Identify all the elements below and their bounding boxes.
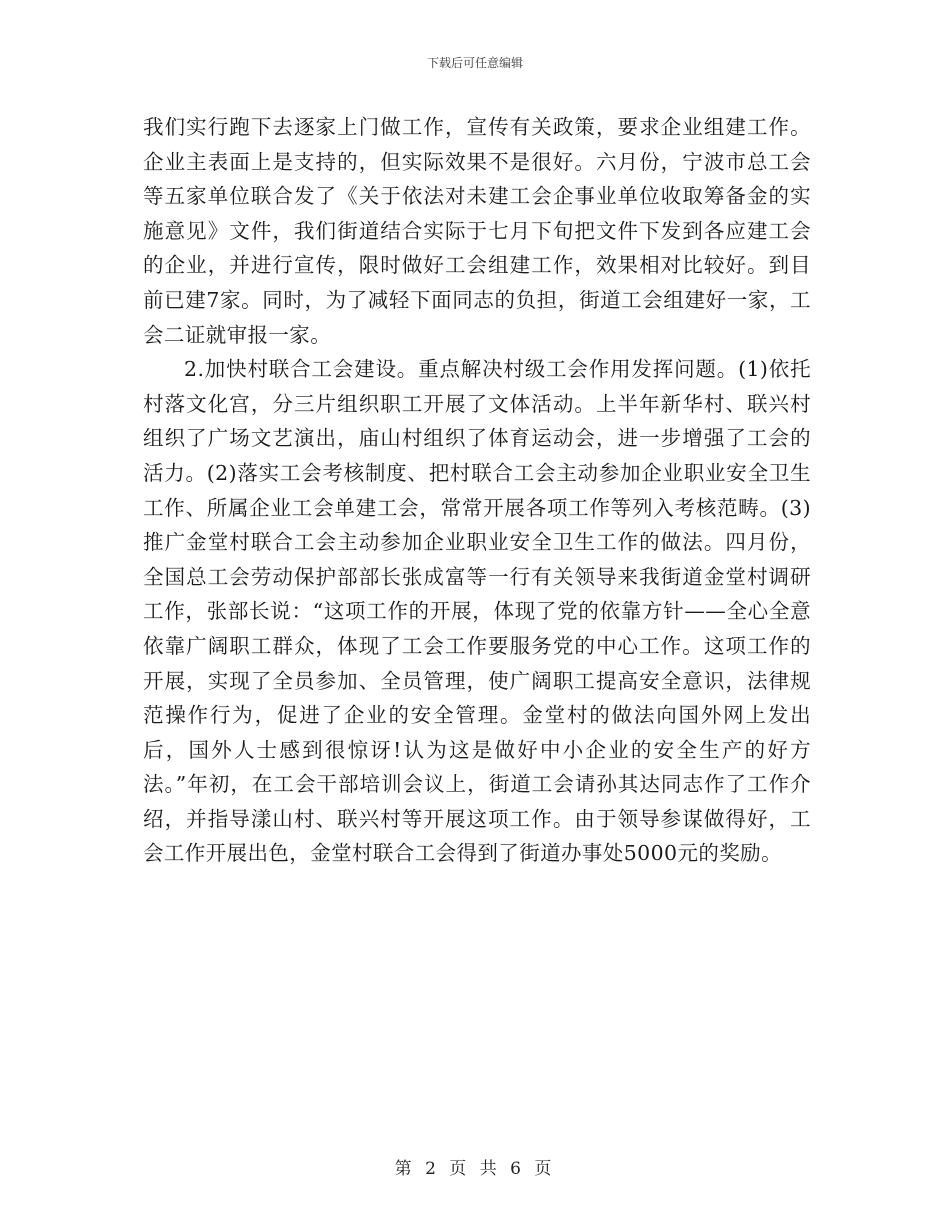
page-number-footer: 第 2 页 共 6 页: [394, 1159, 556, 1179]
document-body: [143, 110, 811, 871]
paragraph-village-union: 2.加快村联合工会建设。重点解决村级工会作用发挥问题。(1)依托村落文化宫，分三片组织职工开展了文体活动。上半年新华村、联兴村组织了广场文艺演出，庙山村组织了体育运动会，进一步增强了工会的活力。(2)落实工会考核制度、把村联合工会主动参加企业职业安全卫生工作、所属企业工会单建工会，常常开展各项工作等列入考核范畴。(3)推广金堂村联合工会主动参加企业职业安全卫生工作的做法。四月份，全国总工会劳动保护部部长张成富等一行有关领导来我街道金堂村调研工作，张部长说：“这项工作的开展，体现了党的依靠方针——全心全意依靠广阔职工群众，体现了工会工作要服务党的中心工作。这项工作的开展，实现了全员参加、全员管理，使广阔职工提高安全意识，法律规范操作行为，促进了企业的安全管理。金堂村的做法向国外网上发出后，国外人士感到很惊讶!认为这是做好中小企业的安全生产的好方法。”年初，在工会干部培训会议上，街道工会请孙其达同志作了工作介绍，并指导漾山村、联兴村等开展这项工作。由于领导参谋做得好，工会工作开展出色，金堂村联合工会得到了街道办事处5000元的奖励。: [143, 357, 811, 866]
page-header-note: 下载后可任意编辑: [426, 56, 523, 70]
paragraph-union-formation: 我们实行跑下去逐家上门做工作，宣传有关政策，要求企业组建工作。企业主表面上是支持的，但实际效果不是很好。六月份，宁波市总工会等五家单位联合发了《关于依法对未建工会企事业单位收取筹备金的实施意见》文件，我们街道结合实际于七月下旬把文件下发到各应建工会的企业，并进行宣传，限时做好工会组建工作，效果相对比较好。到目前已建7家。同时，为了减轻下面同志的负担，街道工会组建好一家，工会二证就审报一家。: [143, 115, 811, 347]
